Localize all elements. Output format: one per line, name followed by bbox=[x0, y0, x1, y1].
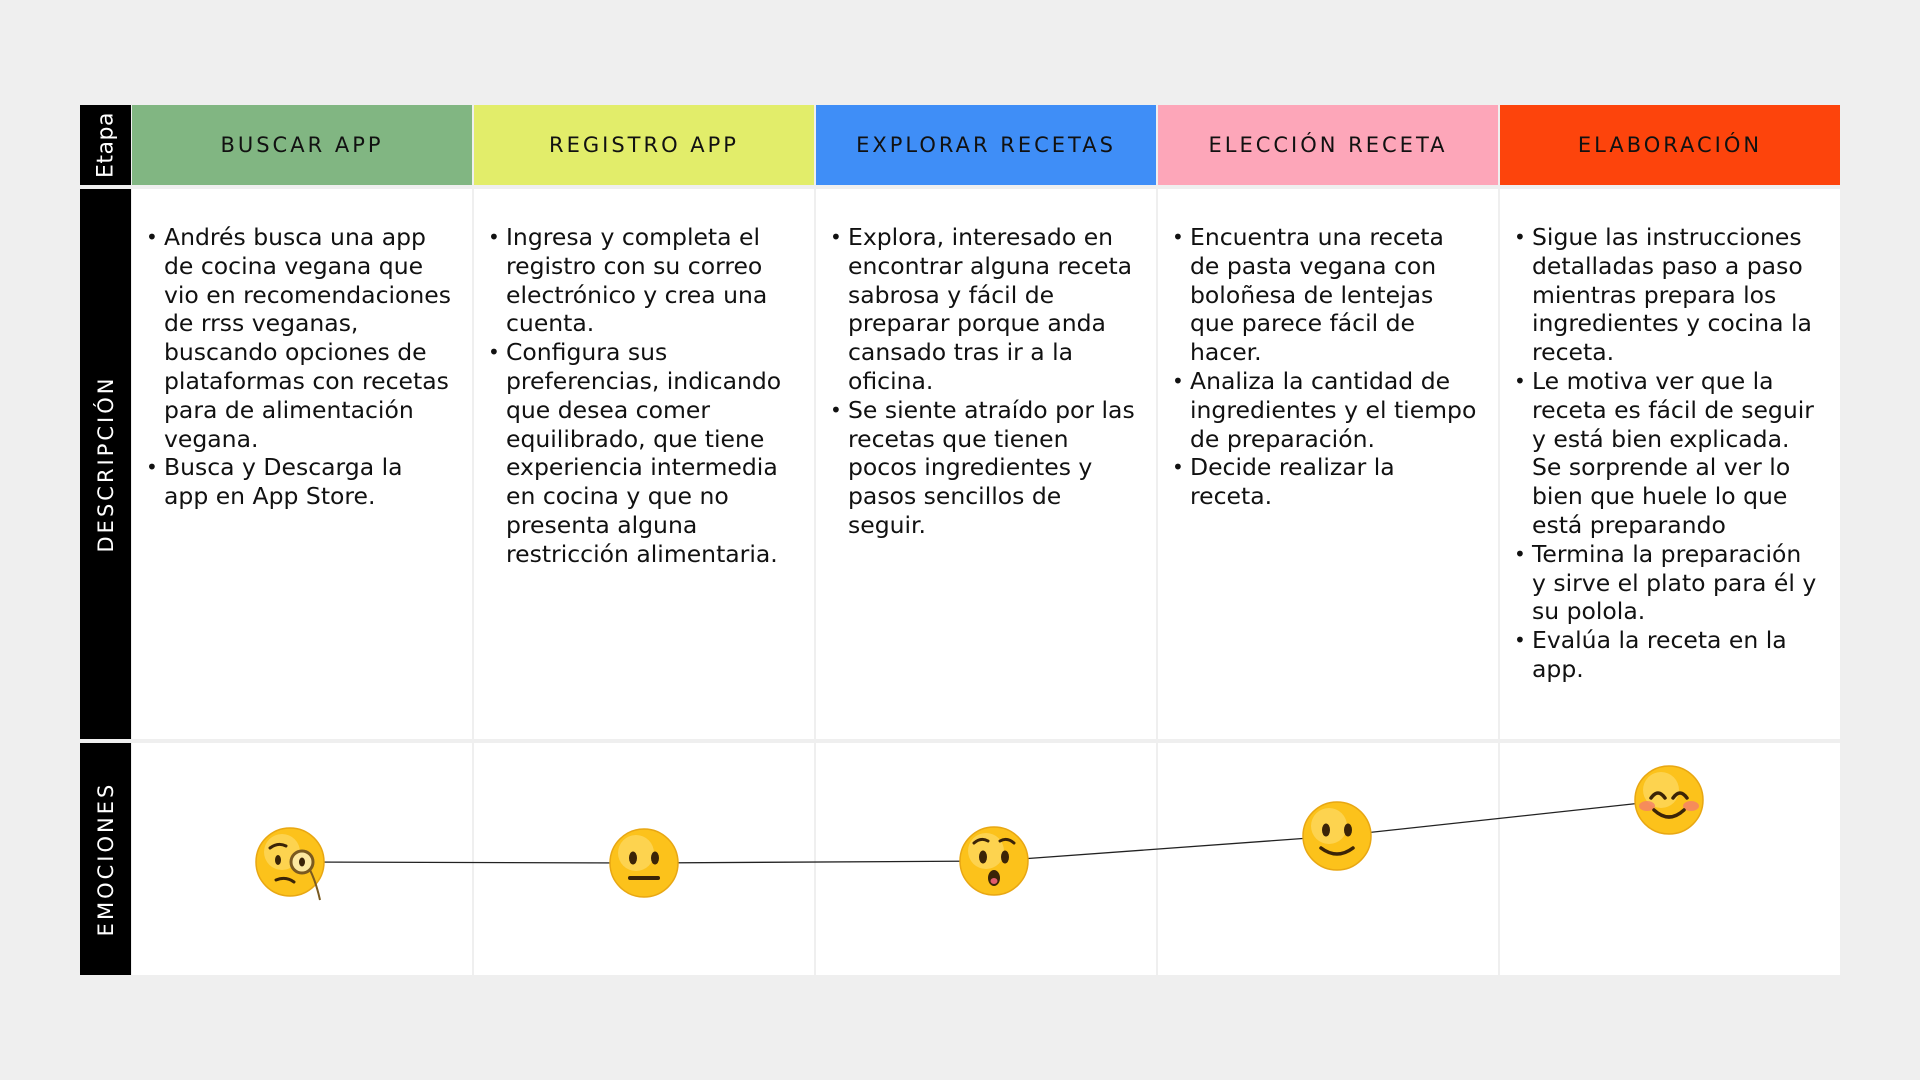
description-item: • Encuentra una receta de pasta vegana con boloñesa de lentejas que parece fácil de hacer. bbox=[1190, 223, 1478, 367]
description-item: • Sigue las instrucciones detalladas paso a paso mientras prepara los ingredientes y cocina la receta. bbox=[1532, 223, 1820, 367]
description-item: • Andrés busca una app de cocina vegana que vio en recomendaciones de rrss veganas, buscando opciones de plataformas con recetas para de alimentación vegana. bbox=[164, 223, 452, 453]
description-item: • Evalúa la receta en la app. bbox=[1532, 626, 1820, 684]
description-item: • Busca y Descarga la app en App Store. bbox=[164, 453, 452, 511]
row-label-emociones-text: EMOCIONES bbox=[93, 781, 118, 937]
neutral-face-icon bbox=[610, 829, 678, 897]
description-item: • Le motiva ver que la receta es fácil de seguir y está bien explicada. Se sorprende al ver lo bien que huele lo que está preparando bbox=[1532, 367, 1820, 540]
slightly-smiling-face-icon bbox=[1303, 802, 1371, 870]
description-item: • Analiza la cantidad de ingredientes y el tiempo de preparación. bbox=[1190, 367, 1478, 453]
description-item: • Se siente atraído por las recetas que tienen pocos ingredientes y pasos sencillos de seguir. bbox=[848, 396, 1136, 540]
description-item: • Termina la preparación y sirve el plato para él y su polola. bbox=[1532, 540, 1820, 626]
smiling-blushing-face-icon bbox=[1635, 766, 1703, 834]
description-item: • Configura sus preferencias, indicando que desea comer equilibrado, que tiene experiencia intermedia en cocina y que no presenta alguna restricción alimentaria. bbox=[506, 338, 794, 568]
stage-header-2: REGISTRO APP bbox=[474, 105, 814, 185]
description-item: • Ingresa y completa el registro con su correo electrónico y crea una cuenta. bbox=[506, 223, 794, 338]
stage-header-1: BUSCAR APP bbox=[132, 105, 472, 185]
emotion-curve bbox=[80, 105, 1840, 975]
description-item: • Explora, interesado en encontrar alguna receta sabrosa y fácil de preparar porque anda cansado tras ir a la oficina. bbox=[848, 223, 1136, 396]
monocle-face-icon bbox=[256, 828, 324, 900]
row-label-etapa-text: Etapa bbox=[93, 112, 118, 178]
stage-header-3: EXPLORAR RECETAS bbox=[816, 105, 1156, 185]
stage-header-5: ELABORACIÓN bbox=[1500, 105, 1840, 185]
row-label-descripcion-text: DESCRIPCIÓN bbox=[93, 375, 118, 553]
stage-header-4: ELECCIÓN RECETA bbox=[1158, 105, 1498, 185]
description-item: • Decide realizar la receta. bbox=[1190, 453, 1478, 511]
journey-map bbox=[80, 105, 1840, 975]
hushed-face-icon bbox=[960, 827, 1028, 895]
